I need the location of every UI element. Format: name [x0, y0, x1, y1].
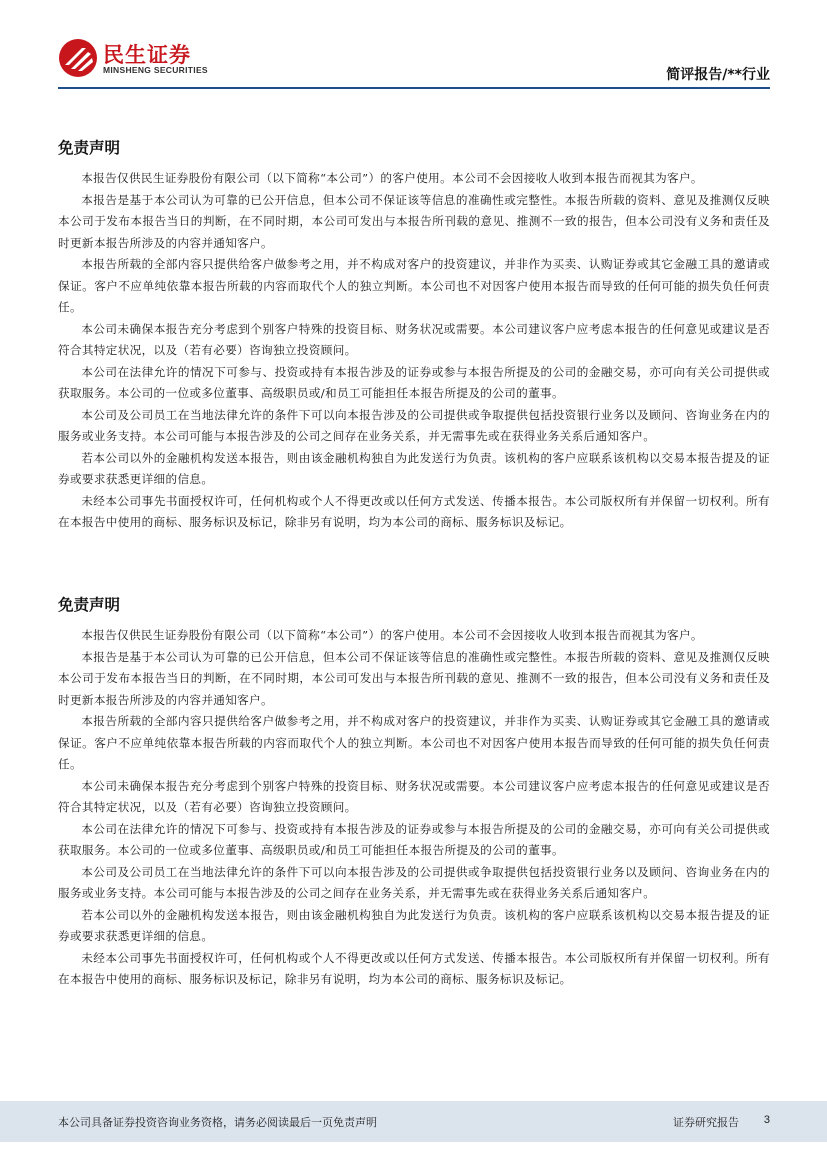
paragraph: 若本公司以外的金融机构发送本报告，则由该金融机构独自为此发送行为负责。该机构的客户应联系该机构以交易本报告提及的证券或要求获悉更详细的信息。 — [58, 450, 770, 486]
paragraph: 本报告所载的全部内容只提供给客户做参考之用，并不构成对客户的投资建议，并非作为买卖、认购证券或其它金融工具的邀请或保证。客户不应单纯依靠本报告所载的内容而取代个人的独立判断。本公司也不对因客户使用本报告而导致的任何可能的损失负任何责任。 — [58, 714, 770, 771]
paragraph: 若本公司以外的金融机构发送本报告，则由该金融机构独自为此发送行为负责。该机构的客户应联系该机构以交易本报告提及的证券或要求获悉更详细的信息。 — [58, 907, 770, 943]
paragraph: 本报告是基于本公司认为可靠的已公开信息，但本公司不保证该等信息的准确性或完整性。本报告所载的资料、意见及推测仅反映本公司于发布本报告当日的判断，在不同时期，本公司可发出与本报告所刊载的意见、推测不一致的报告，但本公司没有义务和责任及时更新本报告所涉及的内容并通知客户。 — [58, 649, 770, 707]
footer-report-label: 证券研究报告 — [673, 1116, 739, 1129]
paragraph: 本报告是基于本公司认为可靠的已公开信息，但本公司不保证该等信息的准确性或完整性。本报告所载的资料、意见及推测仅反映本公司于发布本报告当日的判断，在不同时期，本公司可发出与本报告所刊载的意见、推测不一致的报告，但本公司没有义务和责任及时更新本报告所涉及的内容并通知客户。 — [58, 192, 770, 250]
paragraph: 本公司及公司员工在当地法律允许的条件下可以向本报告涉及的公司提供或争取提供包括投资银行业务以及顾问、咨询业务在内的服务或业务支持。本公司可能与本报告涉及的公司之间存在业务关系，并无需事先或在获得业务关系后通知客户。 — [58, 864, 770, 900]
disclaimer-section — [58, 135, 770, 534]
logo-english-name: MINSHENG SECURITIES — [103, 65, 208, 75]
page-header — [0, 0, 827, 92]
paragraph: 本报告仅供民生证券股份有限公司（以下简称“本公司”）的客户使用。本公司不会因接收人收到本报告而视其为客户。 — [81, 628, 703, 642]
section-title: 免责声明 — [58, 139, 121, 157]
paragraph: 本公司及公司员工在当地法律允许的条件下可以向本报告涉及的公司提供或争取提供包括投资银行业务以及顾问、咨询业务在内的服务或业务支持。本公司可能与本报告涉及的公司之间存在业务关系，并无需事先或在获得业务关系后通知客户。 — [58, 407, 770, 443]
report-type: 简评报告/**行业 — [666, 67, 770, 83]
paragraph: 本报告所载的全部内容只提供给客户做参考之用，并不构成对客户的投资建议，并非作为买卖、认购证券或其它金融工具的邀请或保证。客户不应单纯依靠本报告所载的内容而取代个人的独立判断。本公司也不对因客户使用本报告而导致的任何可能的损失负任何责任。 — [58, 257, 770, 314]
page-number: 3 — [763, 1114, 770, 1126]
page-footer — [0, 1101, 827, 1142]
paragraph: 未经本公司事先书面授权许可，任何机构或个人不得更改或以任何方式发送、传播本报告。本公司版权所有并保留一切权利。所有在本报告中使用的商标、服务标识及标记，除非另有说明，均为本公司的商标、服务标识及标记。 — [58, 493, 770, 529]
header-divider — [58, 87, 770, 89]
disclaimer-section — [58, 592, 770, 991]
section-title: 免责声明 — [58, 596, 121, 614]
logo-chinese-name: 民生证券 — [103, 43, 191, 67]
paragraph: 未经本公司事先书面授权许可，任何机构或个人不得更改或以任何方式发送、传播本报告。本公司版权所有并保留一切权利。所有在本报告中使用的商标、服务标识及标记，除非另有说明，均为本公司的商标、服务标识及标记。 — [58, 950, 770, 986]
paragraph: 本公司在法律允许的情况下可参与、投资或持有本报告涉及的证券或参与本报告所提及的公司的金融交易，亦可向有关公司提供或获取服务。本公司的一位或多位董事、高级职员或/和员工可能担任本报告所提及的公司的董事。 — [58, 821, 770, 857]
paragraph: 本公司未确保本报告充分考虑到个别客户特殊的投资目标、财务状况或需要。本公司建议客户应考虑本报告的任何意见或建议是否符合其特定状况，以及（若有必要）咨询独立投资顾问。 — [58, 778, 770, 814]
brand-logo — [58, 38, 208, 78]
paragraph: 本公司未确保本报告充分考虑到个别客户特殊的投资目标、财务状况或需要。本公司建议客户应考虑本报告的任何意见或建议是否符合其特定状况，以及（若有必要）咨询独立投资顾问。 — [58, 321, 770, 357]
paragraph: 本报告仅供民生证券股份有限公司（以下简称“本公司”）的客户使用。本公司不会因接收人收到本报告而视其为客户。 — [81, 171, 703, 185]
paragraph: 本公司在法律允许的情况下可参与、投资或持有本报告涉及的证券或参与本报告所提及的公司的金融交易，亦可向有关公司提供或获取服务。本公司的一位或多位董事、高级职员或/和员工可能担任本报告所提及的公司的董事。 — [58, 364, 770, 400]
minsheng-logo-icon — [58, 38, 98, 78]
footer-notice: 本公司具备证券投资咨询业务资格，请务必阅读最后一页免责声明 — [58, 1116, 377, 1129]
